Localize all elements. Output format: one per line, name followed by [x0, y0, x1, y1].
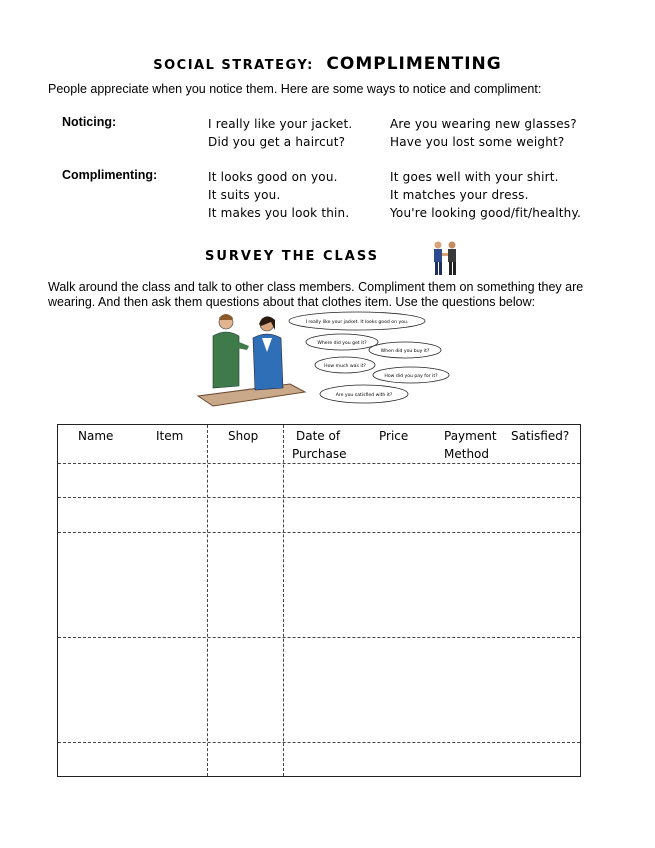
bubble-text: When did you buy it?	[380, 349, 430, 354]
column-header-name: Name	[78, 429, 114, 443]
speech-bubble	[306, 334, 378, 350]
speech-bubble	[373, 367, 449, 383]
speech-bubble	[320, 385, 408, 403]
people-handshake-icon	[430, 240, 460, 278]
bubble-text: How much was it?	[324, 364, 366, 369]
table-row-divider	[58, 742, 580, 743]
column-header-price: Price	[379, 429, 409, 443]
complimenting-phrase: It goes well with your shirt.	[390, 170, 559, 184]
table-row-divider	[58, 532, 580, 533]
page-title	[0, 54, 655, 74]
column-header-date-line2: Purchase	[292, 447, 347, 461]
table-column-divider	[283, 425, 284, 776]
conversation-illustration	[195, 308, 455, 410]
column-header-payment-line2: Method	[444, 447, 490, 461]
column-header-item: Item	[156, 429, 184, 443]
complimenting-label: Complimenting:	[62, 168, 158, 182]
complimenting-phrase: It matches your dress.	[390, 188, 529, 202]
noticing-phrase: I really like your jacket.	[208, 117, 353, 131]
noticing-phrase: Are you wearing new glasses?	[390, 117, 577, 131]
column-header-shop: Shop	[228, 429, 259, 443]
noticing-phrase: Did you get a haircut?	[208, 135, 346, 149]
noticing-phrase: Have you lost some weight?	[390, 135, 565, 149]
complimenting-phrase: It makes you look thin.	[208, 206, 350, 220]
column-header-satisfied: Satisfied?	[511, 429, 570, 443]
bubble-text: Are you satisfied with it?	[335, 393, 393, 398]
speech-bubble	[289, 312, 425, 330]
bubble-text: How did you pay for it?	[384, 374, 438, 379]
table-column-divider	[207, 425, 208, 776]
survey-table	[57, 424, 581, 777]
table-row-divider	[58, 497, 580, 498]
table-row-divider	[58, 463, 580, 464]
title-main: COMPLIMENTING	[326, 54, 502, 74]
intro-text: People appreciate when you notice them. Here are some ways to notice and compliment:	[48, 82, 542, 96]
noticing-label: Noticing:	[62, 115, 117, 129]
complimenting-phrase: It suits you.	[208, 188, 281, 202]
table-row-divider	[58, 637, 580, 638]
column-header-date: Date of	[296, 429, 341, 443]
title-prefix: SOCIAL STRATEGY:	[153, 58, 314, 73]
survey-instructions: Walk around the class and talk to other class members. Compliment them on something they are wearing. And then ask them questions about that clothes item. Use the questions below:	[48, 280, 584, 309]
bubble-text: I really like your jacket. It looks good on you.	[305, 320, 409, 325]
complimenting-phrase: You're looking good/fit/healthy.	[390, 206, 582, 220]
survey-title: SURVEY THE CLASS	[205, 249, 379, 264]
complimenting-phrase: It looks good on you.	[208, 170, 338, 184]
speech-bubble	[315, 357, 375, 373]
bubble-text: Where did you get it?	[317, 341, 367, 346]
column-header-payment: Payment	[444, 429, 497, 443]
speech-bubble	[369, 342, 441, 358]
